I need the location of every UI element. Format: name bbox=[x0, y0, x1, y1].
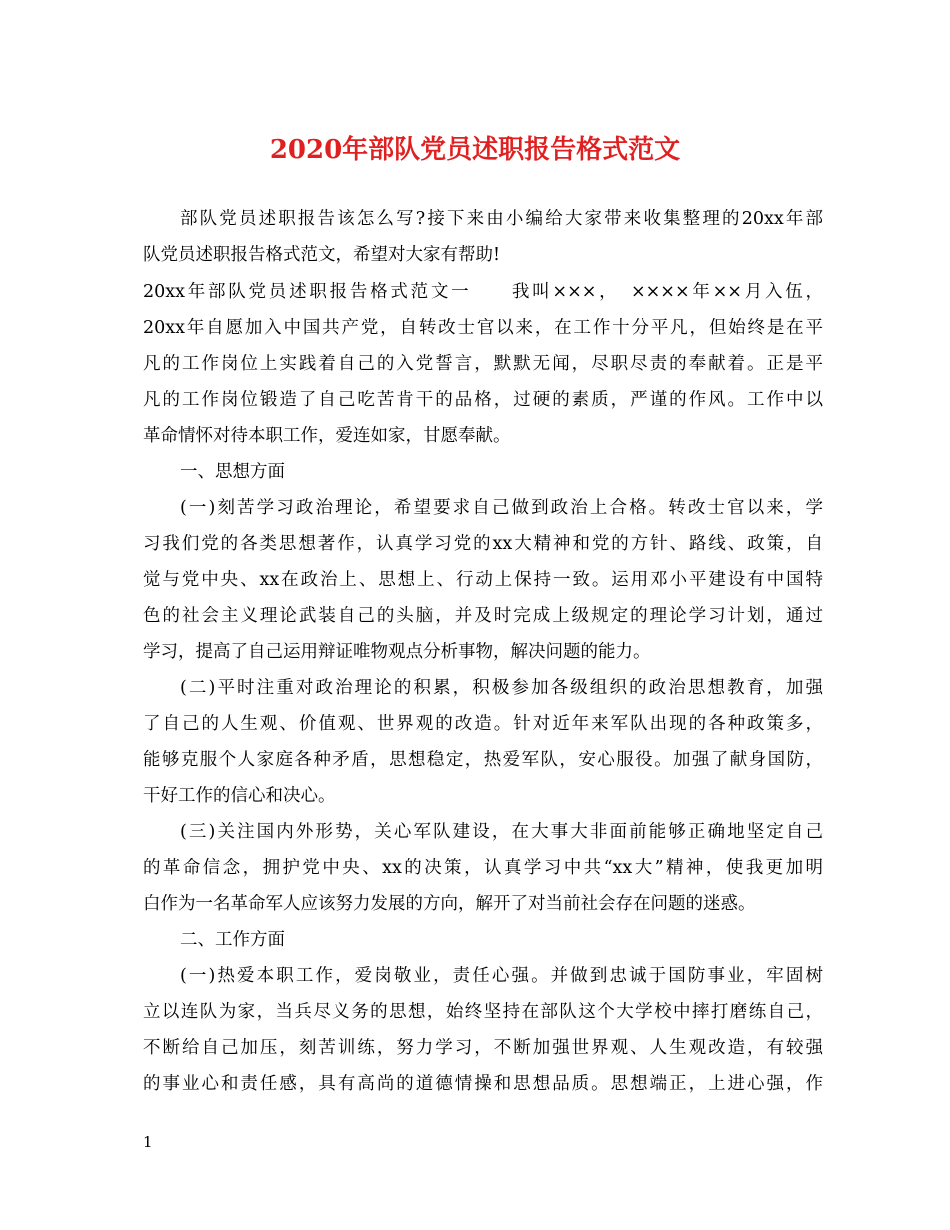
paragraph-line: (一)热爱本职工作，爱岗敬业，责任心强。并做到忠诚于国防事业，牢固树 bbox=[180, 966, 823, 986]
paragraph-line: 革命情怀对待本职工作，爱连如家，甘愿奉献。 bbox=[143, 426, 511, 446]
paragraph-line: (三)关注国内外形势，关心军队建设，在大事大非面前能够正确地坚定自己 bbox=[180, 822, 823, 842]
page-number: 1 bbox=[143, 1133, 153, 1151]
section-heading: 二、工作方面 bbox=[180, 930, 285, 950]
section-heading: 一、思想方面 bbox=[180, 462, 285, 482]
paragraph-line: (二)平时注重对政治理论的积累，积极参加各级组织的政治思想教育，加强 bbox=[180, 678, 823, 698]
paragraph-line: 的革命信念，拥护党中央、xx的决策，认真学习中共“xx大”精神，使我更加明 bbox=[143, 858, 823, 878]
paragraph-line: 队党员述职报告格式范文，希望对大家有帮助! bbox=[143, 245, 501, 265]
paragraph-line: 部队党员述职报告该怎么写?接下来由小编给大家带来收集整理的20xx年部 bbox=[180, 209, 823, 229]
paragraph-line: 20xx年自愿加入中国共产党，自转改士官以来，在工作十分平凡，但始终是在平 bbox=[143, 318, 823, 338]
paragraph-line: 的事业心和责任感，具有高尚的道德情操和思想品质。思想端正，上进心强，作 bbox=[143, 1074, 823, 1094]
paragraph-line: 了自己的人生观、价值观、世界观的改造。针对近年来军队出现的各种政策多， bbox=[143, 714, 823, 734]
paragraph-line: 干好工作的信心和决心。 bbox=[143, 786, 336, 806]
paragraph-line: 习我们党的各类思想著作，认真学习党的xx大精神和党的方针、路线、政策，自 bbox=[143, 534, 823, 554]
document-title: 2020年部队党员述职报告格式范文 bbox=[269, 135, 681, 165]
paragraph-line: 立以连队为家，当兵尽义务的思想，始终坚持在部队这个大学校中摔打磨练自己， bbox=[143, 1002, 823, 1022]
paragraph-line: 学习，提高了自己运用辩证唯物观点分析事物，解决问题的能力。 bbox=[143, 642, 651, 662]
paragraph-line: 觉与党中央、xx在政治上、思想上、行动上保持一致。运用邓小平建设有中国特 bbox=[143, 570, 823, 590]
paragraph-line: 不断给自己加压，刻苦训练，努力学习，不断加强世界观、人生观改造，有较强 bbox=[143, 1038, 823, 1058]
paragraph-line: 凡的工作岗位锻造了自己吃苦肯干的品格，过硬的素质，严谨的作风。工作中以 bbox=[143, 390, 823, 410]
paragraph-line: 20xx年部队党员述职报告格式范文一 我叫×××， ××××年××月入伍， bbox=[143, 282, 823, 302]
paragraph-line: (一)刻苦学习政治理论，希望要求自己做到政治上合格。转改士官以来，学 bbox=[180, 498, 823, 518]
paragraph-line: 色的社会主义理论武装自己的头脑，并及时完成上级规定的理论学习计划，通过 bbox=[143, 606, 823, 626]
paragraph-line: 白作为一名革命军人应该努力发展的方向，解开了对当前社会存在问题的迷惑。 bbox=[143, 894, 756, 914]
paragraph-line: 凡的工作岗位上实践着自己的入党誓言，默默无闻，尽职尽责的奉献着。正是平 bbox=[143, 354, 823, 374]
paragraph-line: 能够克服个人家庭各种矛盾，思想稳定，热爱军队，安心服役。加强了献身国防， bbox=[143, 750, 823, 770]
